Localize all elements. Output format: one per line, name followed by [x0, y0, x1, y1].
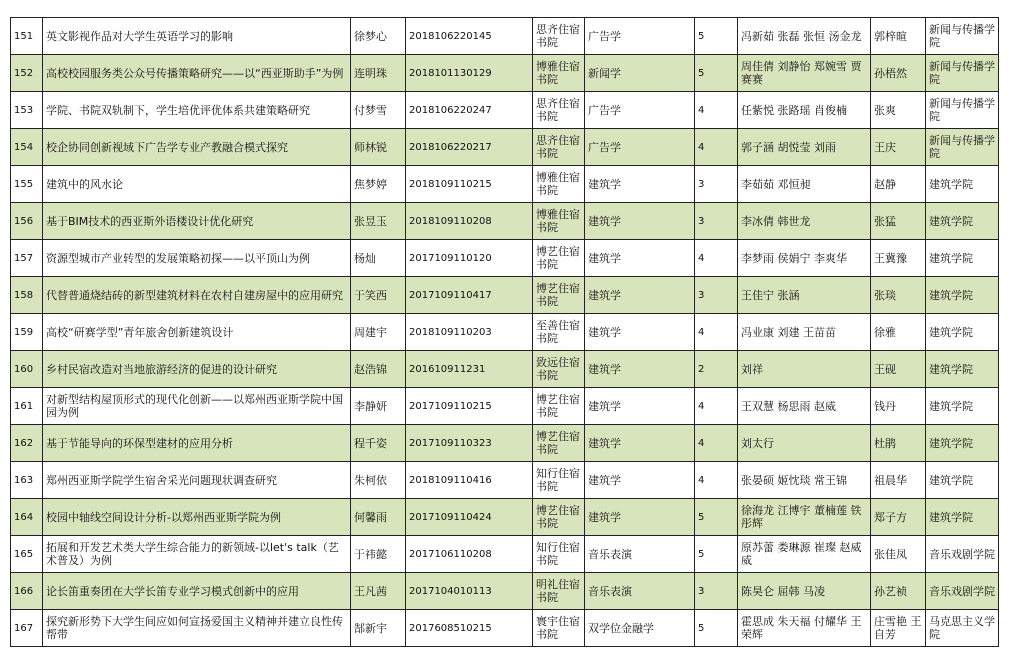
advisor-cell: 钱丹: [871, 388, 926, 425]
leader-name-cell: 朱柯依: [351, 462, 406, 499]
member-count-cell: 5: [695, 499, 738, 536]
members-cell: 霍思成 朱天福 付耀华 王荣辉: [738, 610, 871, 647]
school-cell: 建筑学院: [926, 462, 999, 499]
leader-name-cell: 付梦雪: [351, 92, 406, 129]
project-title-cell: 基于BIM技术的西亚斯外语楼设计优化研究: [43, 203, 351, 240]
advisor-cell: 祖晨华: [871, 462, 926, 499]
advisor-cell: 张佳凤: [871, 536, 926, 573]
members-cell: 冯新茹 张磊 张恒 汤金龙: [738, 18, 871, 55]
residential-college-cell: 知行住宿书院: [533, 462, 585, 499]
major-cell: 双学位金融学: [585, 610, 695, 647]
project-title-cell: 校园中轴线空间设计分析-以郑州西亚斯学院为例: [43, 499, 351, 536]
school-cell: 建筑学院: [926, 314, 999, 351]
leader-name-cell: 周建宇: [351, 314, 406, 351]
advisor-cell: 徐雅: [871, 314, 926, 351]
major-cell: 新闻学: [585, 55, 695, 92]
residential-college-cell: 博艺住宿书院: [533, 240, 585, 277]
row-number-cell: 157: [11, 240, 43, 277]
project-title-cell: 探究新形势下大学生间应如何宣扬爱国主义精神并建立良性传帮带: [43, 610, 351, 647]
project-title-cell: 郑州西亚斯学院学生宿舍采光问题现状调查研究: [43, 462, 351, 499]
row-number-cell: 156: [11, 203, 43, 240]
table-row: [11, 166, 999, 203]
members-cell: 李冰倩 韩世龙: [738, 203, 871, 240]
member-count-cell: 4: [695, 240, 738, 277]
leader-name-cell: 师林锐: [351, 129, 406, 166]
project-title-cell: 基于节能导向的环保型建材的应用分析: [43, 425, 351, 462]
student-id-cell: 201710401011​3: [406, 573, 533, 610]
residential-college-cell: 博艺住宿书院: [533, 499, 585, 536]
student-id-cell: 201710911042​4: [406, 499, 533, 536]
member-count-cell: 4: [695, 129, 738, 166]
major-cell: 广告学: [585, 18, 695, 55]
leader-name-cell: 程千姿: [351, 425, 406, 462]
student-id-cell: 201810911020​3: [406, 314, 533, 351]
student-id-cell: 201810622021​7: [406, 129, 533, 166]
major-cell: 建筑学: [585, 277, 695, 314]
advisor-cell: 张猛: [871, 203, 926, 240]
advisor-cell: 王庆: [871, 129, 926, 166]
major-cell: 建筑学: [585, 425, 695, 462]
leader-name-cell: 何馨雨: [351, 499, 406, 536]
major-cell: 广告学: [585, 129, 695, 166]
project-title-cell: 乡村民宿改造对当地旅游经济的促进的设计研究: [43, 351, 351, 388]
member-count-cell: 3: [695, 203, 738, 240]
row-number-cell: 158: [11, 277, 43, 314]
major-cell: 建筑学: [585, 462, 695, 499]
major-cell: 音乐表演: [585, 573, 695, 610]
residential-college-cell: 知行住宿书院: [533, 536, 585, 573]
residential-college-cell: 博雅住宿书院: [533, 166, 585, 203]
school-cell: 建筑学院: [926, 166, 999, 203]
student-id-cell: 201710911021​5: [406, 388, 533, 425]
residential-college-cell: 思齐住宿书院: [533, 92, 585, 129]
school-cell: 建筑学院: [926, 277, 999, 314]
row-number-cell: 159: [11, 314, 43, 351]
table-row: [11, 499, 999, 536]
table-row: [11, 314, 999, 351]
leader-name-cell: 李静妍: [351, 388, 406, 425]
residential-college-cell: 博雅住宿书院: [533, 55, 585, 92]
student-id-cell: 20161091123​1: [406, 351, 533, 388]
project-title-cell: 对新型结构屋顶形式的现代化创新——以郑州西亚斯学院中国园为例: [43, 388, 351, 425]
member-count-cell: 4: [695, 92, 738, 129]
major-cell: 广告学: [585, 92, 695, 129]
residential-college-cell: 思齐住宿书院: [533, 18, 585, 55]
member-count-cell: 5: [695, 536, 738, 573]
member-count-cell: 4: [695, 388, 738, 425]
members-cell: 李梦雨 侯娟宁 李爽华: [738, 240, 871, 277]
leader-name-cell: 于祎懿: [351, 536, 406, 573]
project-title-cell: 英文影视作品对大学生英语学习的影响: [43, 18, 351, 55]
member-count-cell: 4: [695, 314, 738, 351]
student-id-cell: 201810911041​6: [406, 462, 533, 499]
members-cell: 王佳宁 张涵: [738, 277, 871, 314]
student-id-cell: 201810622014​5: [406, 18, 533, 55]
row-number-cell: 160: [11, 351, 43, 388]
project-list-table: [10, 17, 999, 647]
row-number-cell: 153: [11, 92, 43, 129]
leader-name-cell: 王凡茜: [351, 573, 406, 610]
members-cell: 周佳倩 刘静怡 郑婉雪 贾赛赛: [738, 55, 871, 92]
member-count-cell: 4: [695, 425, 738, 462]
row-number-cell: 164: [11, 499, 43, 536]
school-cell: 音乐戏剧学院: [926, 536, 999, 573]
residential-college-cell: 至善住宿书院: [533, 314, 585, 351]
member-count-cell: 4: [695, 462, 738, 499]
residential-college-cell: 博雅住宿书院: [533, 203, 585, 240]
residential-college-cell: 博艺住宿书院: [533, 277, 585, 314]
member-count-cell: 3: [695, 573, 738, 610]
major-cell: 建筑学: [585, 240, 695, 277]
member-count-cell: 5: [695, 18, 738, 55]
advisor-cell: 孙梧然: [871, 55, 926, 92]
table-row: [11, 18, 999, 55]
advisor-cell: 郑子方: [871, 499, 926, 536]
residential-college-cell: 思齐住宿书院: [533, 129, 585, 166]
row-number-cell: 162: [11, 425, 43, 462]
project-title-cell: 论长笛重奏团在大学长笛专业学习模式创新中的应用: [43, 573, 351, 610]
major-cell: 建筑学: [585, 203, 695, 240]
student-id-cell: 201810113012​9: [406, 55, 533, 92]
row-number-cell: 152: [11, 55, 43, 92]
major-cell: 建筑学: [585, 166, 695, 203]
student-id-cell: 201810911020​8: [406, 203, 533, 240]
members-cell: 原苏蕾 娄琳源 崔璨 赵威威: [738, 536, 871, 573]
members-cell: 刘祥: [738, 351, 871, 388]
advisor-cell: 杜鹃: [871, 425, 926, 462]
table-row: [11, 425, 999, 462]
table-row: [11, 536, 999, 573]
school-cell: 建筑学院: [926, 351, 999, 388]
project-title-cell: 拓展和开发艺术类大学生综合能力的新领域-以let's talk（艺术普及）为例: [43, 536, 351, 573]
project-title-cell: 资源型城市产业转型的发展策略初探——以平顶山为例: [43, 240, 351, 277]
student-id-cell: 201710611020​8: [406, 536, 533, 573]
members-cell: 李茹茹 邓恒昶: [738, 166, 871, 203]
advisor-cell: 庄雪艳 王自芳: [871, 610, 926, 647]
project-title-cell: 代替普通烧结砖的新型建筑材料在农村自建房屋中的应用研究: [43, 277, 351, 314]
leader-name-cell: 连明珠: [351, 55, 406, 92]
table-row: [11, 573, 999, 610]
leader-name-cell: 于笑西: [351, 277, 406, 314]
leader-name-cell: 张昱玉: [351, 203, 406, 240]
leader-name-cell: 徐梦心: [351, 18, 406, 55]
member-count-cell: 3: [695, 277, 738, 314]
member-count-cell: 5: [695, 55, 738, 92]
residential-college-cell: 致远住宿书院: [533, 351, 585, 388]
leader-name-cell: 焦梦婷: [351, 166, 406, 203]
table-body: [11, 18, 999, 647]
members-cell: 王双慧 杨思雨 赵威: [738, 388, 871, 425]
members-cell: 任紫悦 张路瑶 肖俊楠: [738, 92, 871, 129]
advisor-cell: 赵静: [871, 166, 926, 203]
project-title-cell: 建筑中的风水论: [43, 166, 351, 203]
residential-college-cell: 寰宇住宿书院: [533, 610, 585, 647]
project-title-cell: 高校“研赛学型”青年旅舍创新建筑设计: [43, 314, 351, 351]
table-row: [11, 203, 999, 240]
row-number-cell: 154: [11, 129, 43, 166]
table-row: [11, 388, 999, 425]
school-cell: 新闻与传播学院: [926, 129, 999, 166]
members-cell: 冯业康 刘建 王苗苗: [738, 314, 871, 351]
school-cell: 建筑学院: [926, 425, 999, 462]
residential-college-cell: 博艺住宿书院: [533, 425, 585, 462]
student-id-cell: 201760851021​5: [406, 610, 533, 647]
major-cell: 建筑学: [585, 388, 695, 425]
advisor-cell: 郭梓暄: [871, 18, 926, 55]
school-cell: 建筑学院: [926, 499, 999, 536]
student-id-cell: 201710911032​3: [406, 425, 533, 462]
row-number-cell: 165: [11, 536, 43, 573]
advisor-cell: 王冀豫: [871, 240, 926, 277]
major-cell: 建筑学: [585, 499, 695, 536]
major-cell: 音乐表演: [585, 536, 695, 573]
advisor-cell: 王砚: [871, 351, 926, 388]
school-cell: 新闻与传播学院: [926, 18, 999, 55]
members-cell: 陈昊仑 屈韩 马凌: [738, 573, 871, 610]
members-cell: 郭子涵 胡悦莹 刘雨: [738, 129, 871, 166]
row-number-cell: 166: [11, 573, 43, 610]
school-cell: 马克思主义学院: [926, 610, 999, 647]
table-row: [11, 462, 999, 499]
school-cell: 新闻与传播学院: [926, 55, 999, 92]
table-row: [11, 240, 999, 277]
school-cell: 建筑学院: [926, 240, 999, 277]
major-cell: 建筑学: [585, 314, 695, 351]
members-cell: 徐海龙 江博宇 董楠莲 铁彤辉: [738, 499, 871, 536]
project-title-cell: 校企协同创新视域下广告学专业产教融合模式探究: [43, 129, 351, 166]
table-row: [11, 351, 999, 388]
row-number-cell: 155: [11, 166, 43, 203]
table-row: [11, 277, 999, 314]
leader-name-cell: 杨灿: [351, 240, 406, 277]
school-cell: 新闻与传播学院: [926, 92, 999, 129]
leader-name-cell: 郜新宇: [351, 610, 406, 647]
advisor-cell: 孙艺祯: [871, 573, 926, 610]
member-count-cell: 3: [695, 166, 738, 203]
residential-college-cell: 明礼住宿书院: [533, 573, 585, 610]
member-count-cell: 2: [695, 351, 738, 388]
table-row: [11, 129, 999, 166]
advisor-cell: 张爽: [871, 92, 926, 129]
table-row: [11, 610, 999, 647]
row-number-cell: 151: [11, 18, 43, 55]
row-number-cell: 161: [11, 388, 43, 425]
advisor-cell: 张琰: [871, 277, 926, 314]
leader-name-cell: 赵浩锦: [351, 351, 406, 388]
table-row: [11, 55, 999, 92]
row-number-cell: 167: [11, 610, 43, 647]
members-cell: 刘太行: [738, 425, 871, 462]
school-cell: 建筑学院: [926, 388, 999, 425]
major-cell: 建筑学: [585, 351, 695, 388]
table-row: [11, 92, 999, 129]
student-id-cell: 201710911041​7: [406, 277, 533, 314]
member-count-cell: 5: [695, 610, 738, 647]
school-cell: 建筑学院: [926, 203, 999, 240]
student-id-cell: 201710911012​0: [406, 240, 533, 277]
members-cell: 张晏硕 姬忱琰 常王锦: [738, 462, 871, 499]
school-cell: 音乐戏剧学院: [926, 573, 999, 610]
project-title-cell: 学院、书院双轨制下，学生培优评优体系共建策略研究: [43, 92, 351, 129]
row-number-cell: 163: [11, 462, 43, 499]
student-id-cell: 201810911021​5: [406, 166, 533, 203]
student-id-cell: 201810622024​7: [406, 92, 533, 129]
project-title-cell: 高校校园服务类公众号传播策略研究——以“西亚斯助手”为例: [43, 55, 351, 92]
residential-college-cell: 博艺住宿书院: [533, 388, 585, 425]
